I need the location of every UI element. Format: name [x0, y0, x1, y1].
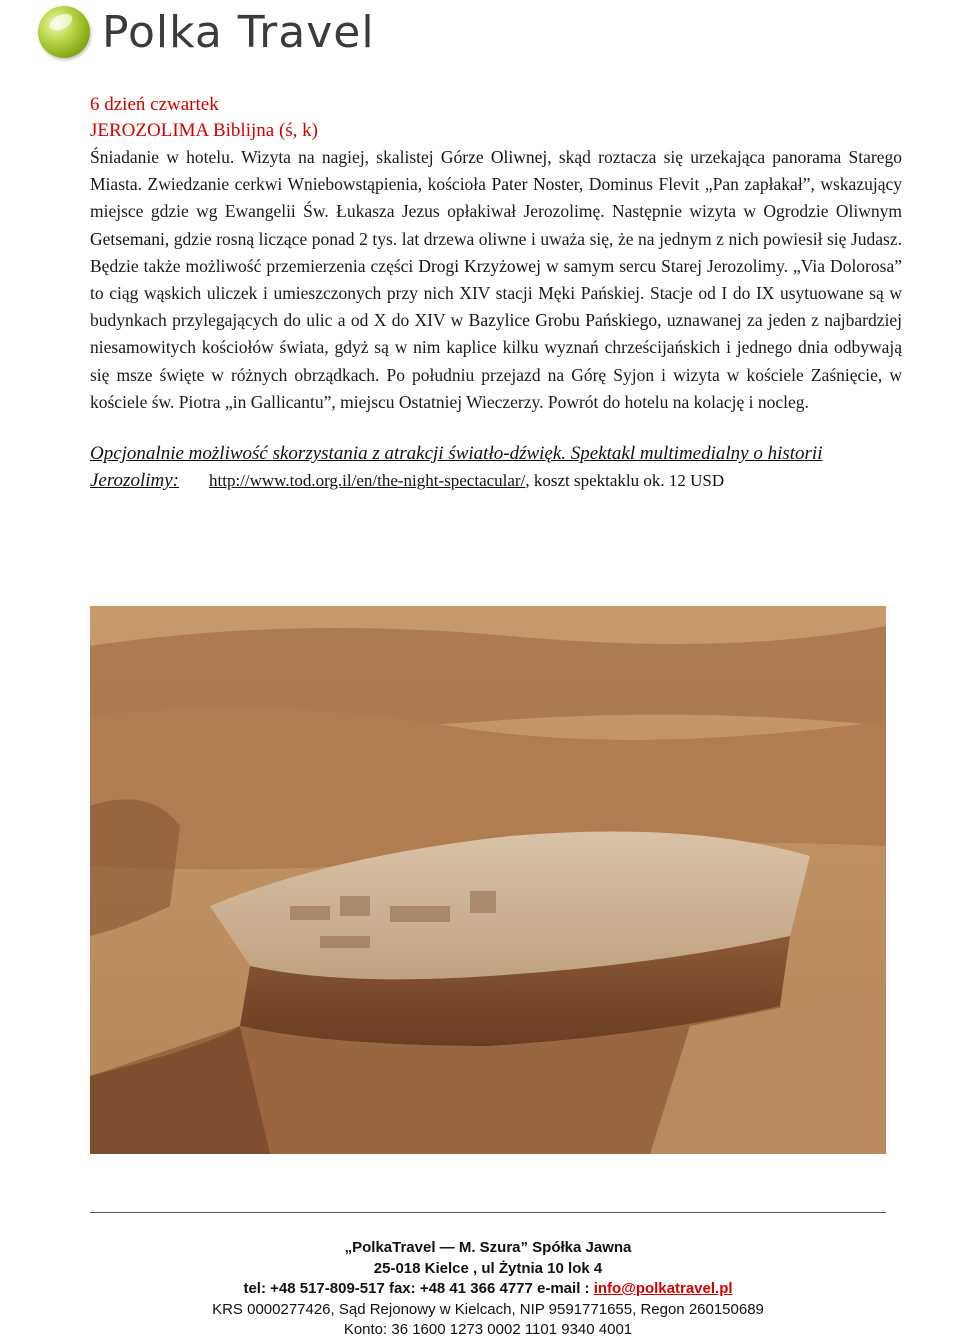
- footer-address: 25-018 Kielce , ul Żytnia 10 lok 4: [373, 1259, 603, 1277]
- place-droga-krzyzowa: Drogi Krzyżowej: [418, 255, 541, 276]
- day-subheading: JEROZOLIMA Biblijna (ś, k): [90, 120, 318, 141]
- optional-text: Opcjonalnie możliwość skorzystania z atrakcji światło-dźwięk. Spektakl multimedialny o historii Jerozolimy:: [90, 443, 823, 492]
- place-bazylika-grobu: Bazylice Grobu Pańskiego,: [468, 310, 662, 331]
- place-gora-oliwna: Górze Oliwnej: [440, 147, 548, 167]
- company-logo: [38, 4, 375, 60]
- spectacle-price: , koszt spektaklu ok. 12 USD: [525, 471, 725, 491]
- description-text: Śniadanie w hotelu. Wizyta na nagiej, skalistej: [90, 147, 441, 167]
- description-text: gdzie rosną liczące ponad 2 tys. lat drzewa oliwne i uważa się, że na jednym z nich powiesił się Judasz. Będzie także możliwość przemierzenia części: [90, 228, 902, 276]
- description-text: w samym sercu Starej Jerozolimy. „Via Dolorosa” to ciąg wąskich uliczek i umieszczonych przy nich XIV stacji Męki Pańskiej. Stacje od I do IX usytuowane są w budynkach przylegających do ulic a od X do XIV w: [90, 255, 902, 331]
- description-text: uznawanej za jeden z najbardziej niesamowitych kościołów świata, gdyż są w nim kaplice kilku wyznań chrześcijańskich i jednego dnia odbywają się msze święte w różnych obrządkach. Po południu przejazd na Górę Syjon i wizyta w kościele Zaśnięcie, w kościele św. Piotra „in Gallicantu”, miejscu Ostatniej Wieczerzy. Powrót do hotelu na kolację i nocleg.: [90, 310, 902, 412]
- optional-attraction: [90, 440, 902, 494]
- masada-illustration: [90, 606, 886, 1154]
- day-heading: 6 dzień czwartek: [90, 94, 219, 115]
- place-pater-noster: Pater Noster: [491, 174, 579, 195]
- footer-contact: [90, 1279, 886, 1300]
- description-text: , Dominus Flevit „Pan zapłakał”, wskazujący miejsce gdzie wg Ewangelii Św. Łukasza Jezus opłakiwał Jerozolimę. Następnie wizyta w Ogrodzie Oliwnym: [90, 174, 902, 222]
- footer-registry: KRS 0000277426, Sąd Rejonowy w Kielcach, NIP 9591771655, Regon 260150689: [212, 1300, 764, 1318]
- footer-divider: [90, 1212, 886, 1213]
- logo-globe-icon: [38, 6, 90, 58]
- footer-account: Konto: 36 1600 1273 0002 1101 9340 4001: [343, 1321, 633, 1338]
- logo-text: Polka Travel: [102, 6, 375, 58]
- day-description: [90, 144, 902, 416]
- description-text: , skąd roztacza się urzekająca panorama Starego Miasta. Zwiedzanie cerkwi Wniebowstąpienia, kościoła: [90, 147, 902, 195]
- footer-phones: tel: +48 517-809-517 fax: +48 41 366 4777 e-mail :: [243, 1280, 594, 1297]
- footer: [90, 1238, 886, 1341]
- itinerary-day: [90, 92, 902, 494]
- spectacle-link[interactable]: http://www.tod.org.il/en/the-night-spectacular/: [209, 471, 526, 491]
- footer-company: „PolkaTravel — M. Szura” Spółka Jawna: [344, 1239, 632, 1256]
- place-getsemani: Getsemani,: [90, 228, 170, 249]
- masada-aerial-photo: [90, 606, 886, 1154]
- footer-email-link[interactable]: info@polkatravel.pl: [593, 1280, 733, 1297]
